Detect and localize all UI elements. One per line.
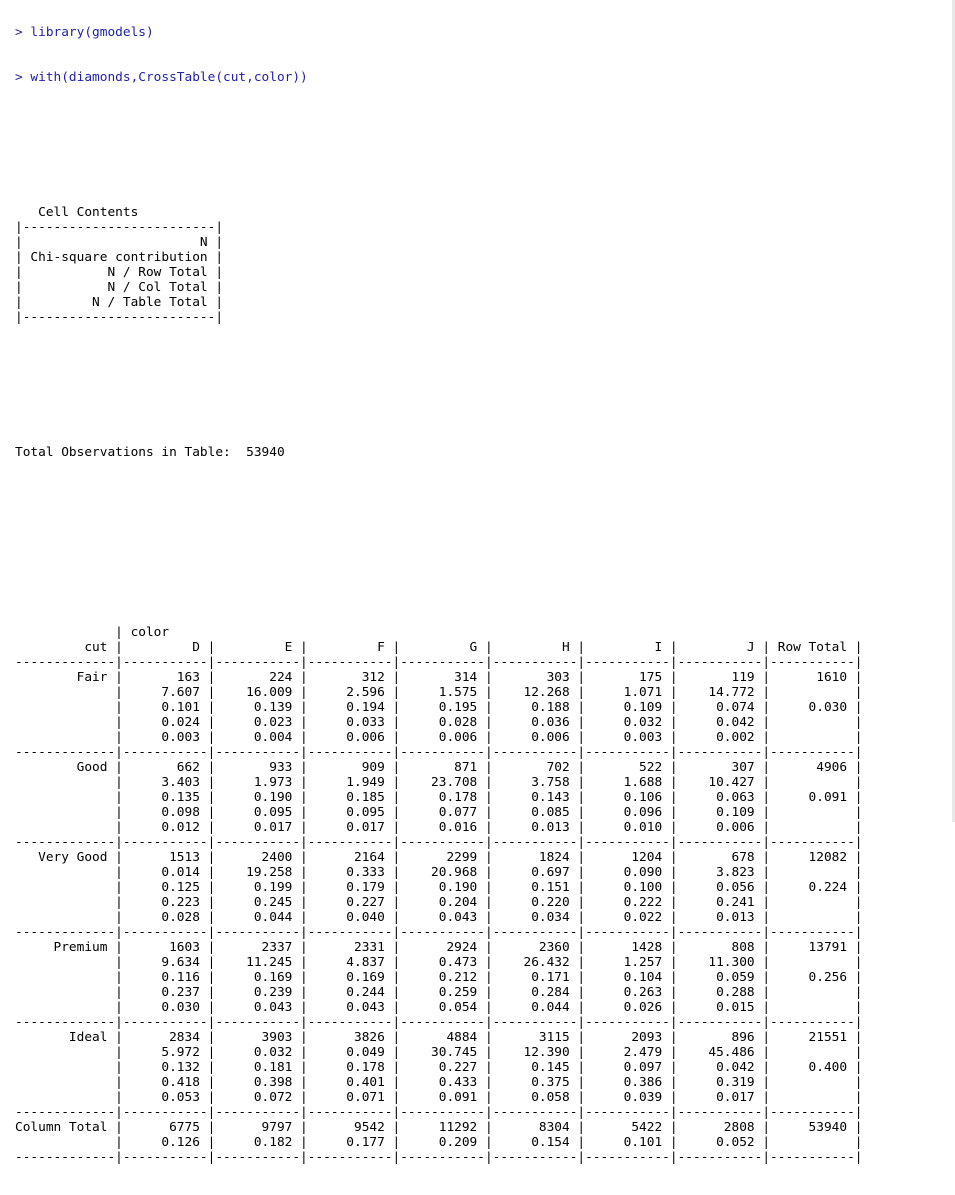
cell-contents-line: |-------------------------| [15,220,224,235]
table-row: Column Total | 6775 | 9797 | 9542 | 11292 | 8304 | 5422 | 2808 | 53940 | [15,1120,863,1135]
table-row: | color [15,625,170,640]
table-row: | 0.028 | 0.044 | 0.040 | 0.043 | 0.034 | 0.022 | 0.013 | | [15,910,863,925]
table-row: | 0.135 | 0.190 | 0.185 | 0.178 | 0.143 | 0.106 | 0.063 | 0.091 | [15,790,863,805]
cell-contents-line: |-------------------------| [15,310,224,325]
blank-line [15,580,862,595]
cell-contents-line: | N / Table Total | [15,295,224,310]
table-row: | 3.403 | 1.973 | 1.949 | 23.708 | 3.758 | 1.688 | 10.427 | | [15,775,863,790]
blank-line [15,490,862,505]
total-observations: Total Observations in Table: 53940 [15,445,285,460]
cell-contents-line: | Chi-square contribution | [15,250,224,265]
cell-contents-line: | N | [15,235,224,250]
table-row: | 0.223 | 0.245 | 0.227 | 0.204 | 0.220 | 0.222 | 0.241 | | [15,895,863,910]
blank-line [15,115,862,130]
table-row: | 0.098 | 0.095 | 0.095 | 0.077 | 0.085 | 0.096 | 0.109 | | [15,805,863,820]
blank-line [15,535,862,550]
table-row: | 0.101 | 0.139 | 0.194 | 0.195 | 0.188 | 0.109 | 0.074 | 0.030 | [15,700,863,715]
table-row: Premium | 1603 | 2337 | 2331 | 2924 | 2360 | 1428 | 808 | 13791 | [15,940,863,955]
table-row: | 0.125 | 0.199 | 0.179 | 0.190 | 0.151 | 0.100 | 0.056 | 0.224 | [15,880,863,895]
table-separator: -------------|-----------|-----------|-----------|-----------|-----------|-----------|-----------|-----------| [15,1105,863,1120]
table-row: cut | D | E | F | G | H | I | J | Row Total | [15,640,863,655]
table-separator: -------------|-----------|-----------|-----------|-----------|-----------|-----------|-----------|-----------| [15,655,863,670]
table-separator: -------------|-----------|-----------|-----------|-----------|-----------|-----------|-----------|-----------| [15,925,863,940]
table-separator: -------------|-----------|-----------|-----------|-----------|-----------|-----------|-----------|-----------| [15,1015,863,1030]
blank-line [15,160,862,175]
table-row: | 0.024 | 0.023 | 0.033 | 0.028 | 0.036 | 0.032 | 0.042 | | [15,715,863,730]
blank-line [15,355,862,370]
table-row: Ideal | 2834 | 3903 | 3826 | 4884 | 3115 | 2093 | 896 | 21551 | [15,1030,863,1045]
table-row: Very Good | 1513 | 2400 | 2164 | 2299 | 1824 | 1204 | 678 | 12082 | [15,850,863,865]
table-row: | 0.053 | 0.072 | 0.071 | 0.091 | 0.058 | 0.039 | 0.017 | | [15,1090,863,1105]
table-row: | 0.237 | 0.239 | 0.244 | 0.259 | 0.284 | 0.263 | 0.288 | | [15,985,863,1000]
table-separator: -------------|-----------|-----------|-----------|-----------|-----------|-----------|-----------|-----------| [15,835,863,850]
table-row: | 5.972 | 0.032 | 0.049 | 30.745 | 12.390 | 2.479 | 45.486 | | [15,1045,863,1060]
table-separator: -------------|-----------|-----------|-----------|-----------|-----------|-----------|-----------|-----------| [15,745,863,760]
table-row: Good | 662 | 933 | 909 | 871 | 702 | 522 | 307 | 4906 | [15,760,863,775]
crosstable [15,625,862,1165]
table-row: | 0.132 | 0.181 | 0.178 | 0.227 | 0.145 | 0.097 | 0.042 | 0.400 | [15,1060,863,1075]
table-row: | 0.030 | 0.043 | 0.043 | 0.054 | 0.044 | 0.026 | 0.015 | | [15,1000,863,1015]
table-row: | 0.116 | 0.169 | 0.169 | 0.212 | 0.171 | 0.104 | 0.059 | 0.256 | [15,970,863,985]
table-row: | 0.012 | 0.017 | 0.017 | 0.016 | 0.013 | 0.010 | 0.006 | | [15,820,863,835]
cell-contents-legend [15,205,862,325]
table-row: | 9.634 | 11.245 | 4.837 | 0.473 | 26.432 | 1.257 | 11.300 | | [15,955,863,970]
table-separator: -------------|-----------|-----------|-----------|-----------|-----------|-----------|-----------|-----------| [15,1150,863,1165]
table-row: | 0.003 | 0.004 | 0.006 | 0.006 | 0.006 | 0.003 | 0.002 | | [15,730,863,745]
table-row: Fair | 163 | 224 | 312 | 314 | 303 | 175 | 119 | 1610 | [15,670,863,685]
console-output [15,0,862,1195]
table-row: | 0.126 | 0.182 | 0.177 | 0.209 | 0.154 | 0.101 | 0.052 | | [15,1135,863,1150]
cell-contents-line: | N / Col Total | [15,280,224,295]
table-row: | 0.418 | 0.398 | 0.401 | 0.433 | 0.375 | 0.386 | 0.319 | | [15,1075,863,1090]
cell-contents-line: | N / Row Total | [15,265,224,280]
command-line-library: > library(gmodels) [15,25,154,40]
cell-contents-line: Cell Contents [15,205,139,220]
table-row: | 7.607 | 16.009 | 2.596 | 1.575 | 12.268 | 1.071 | 14.772 | | [15,685,863,700]
blank-line [15,400,862,415]
command-line-crosstable: > with(diamonds,CrossTable(cut,color)) [15,70,308,85]
table-row: | 0.014 | 19.258 | 0.333 | 20.968 | 0.697 | 0.090 | 3.823 | | [15,865,863,880]
